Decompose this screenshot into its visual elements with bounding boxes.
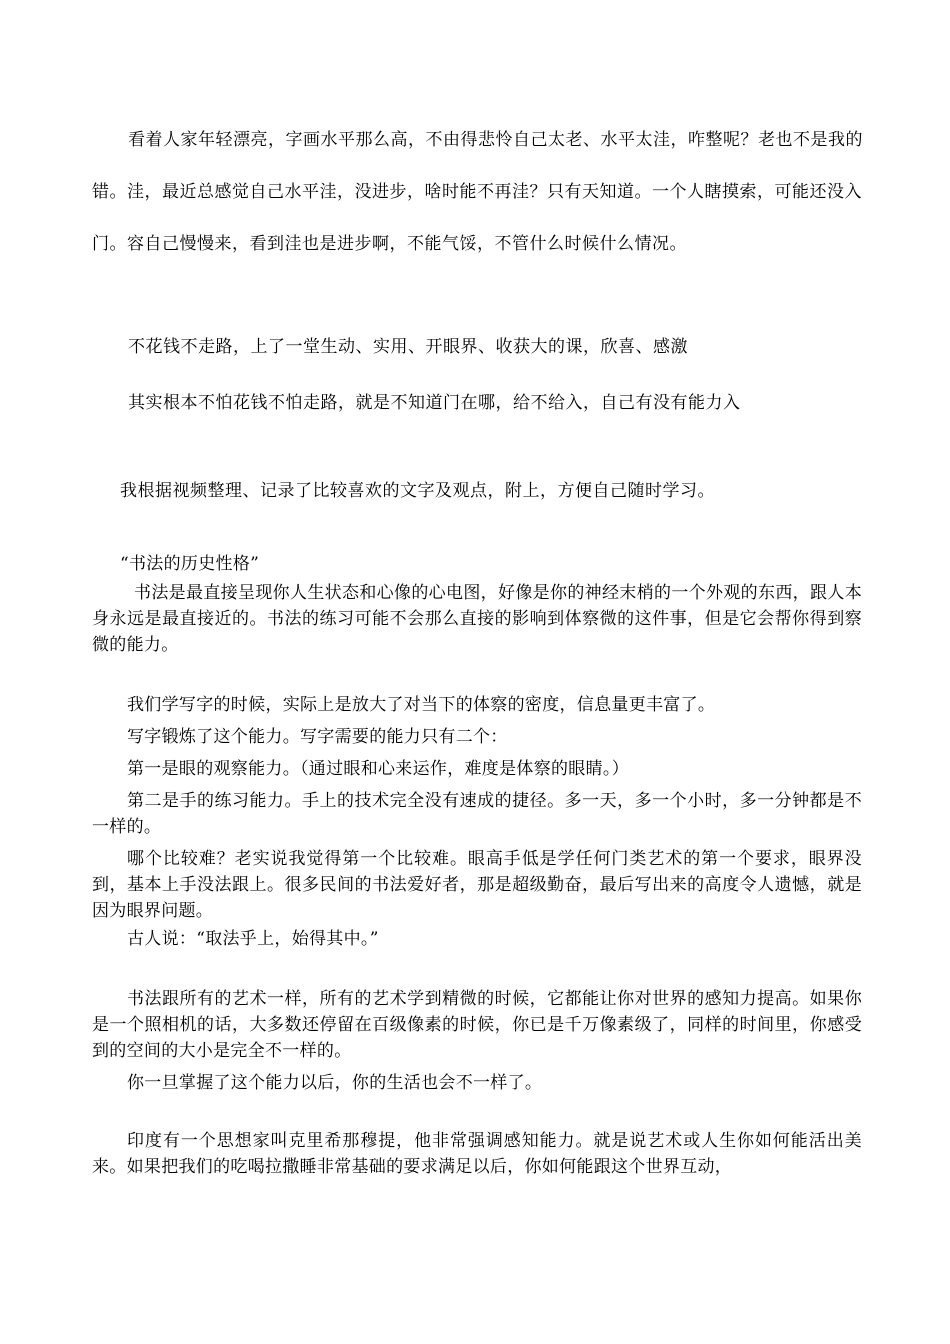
notes-paragraph-7: 古人说：“取法乎上，始得其中。” bbox=[127, 929, 379, 949]
notes-paragraph-6: 哪个比较难？老实说我觉得第一个比较难。眼高手低是学任何门类艺术的第一个要求，眼界没到，基本上手没法跟上。很多民间的书法爱好者，那是超级勤奋，最后写出来的高度令人遗憾，就是因为眼界问题。 bbox=[92, 849, 862, 921]
notes-paragraph-1: 书法是最直接呈现你人生状态和心像的心电图，好像是你的神经末梢的一个外观的东西，跟人本身永远是最直接近的。书法的练习可能不会那么直接的影响到体察微的这件事，但是它会帮你得到察微的能力。 bbox=[92, 583, 862, 655]
intro-line-entry: 其实根本不怕花钱不怕走路，就是不知道门在哪，给不给入，自己有没有能力入 bbox=[128, 393, 741, 413]
notes-paragraph-9: 你一旦掌握了这个能力以后，你的生活也会不一样了。 bbox=[127, 1073, 543, 1093]
section-heading: “书法的历史性格” bbox=[120, 554, 260, 574]
intro-paragraph: 看着人家年轻漂亮，字画水平那么高，不由得悲怜自己太老、水平太洼，咋整呢？老也不是我的错。洼，最近总感觉自己水平洼，没进步，啥时能不再洼？只有天知道。一个人瞎摸索，可能还没入门。容自己慢慢来，看到洼也是进步啊，不能气馁，不管什么时候什么情况。 bbox=[92, 130, 863, 254]
notes-paragraph-5: 第二是手的练习能力。手上的技术完全没有速成的捷径。多一天，多一个小时，多一分钟都是不一样的。 bbox=[92, 791, 862, 837]
intro-line-notes: 我根据视频整理、记录了比较喜欢的文字及观点，附上，方便自己随时学习。 bbox=[120, 481, 715, 501]
notes-paragraph-2: 我们学写字的时候，实际上是放大了对当下的体察的密度，信息量更丰富了。 bbox=[127, 695, 716, 715]
notes-paragraph-8: 书法跟所有的艺术一样，所有的艺术学到精微的时候，它都能让你对世界的感知力提高。如果你是一个照相机的话，大多数还停留在百级像素的时候，你已是千万像素级了，同样的时间里，你感受到的空间的大小是完全不一样的。 bbox=[92, 989, 862, 1061]
notes-paragraph-4: 第一是眼的观察能力。（通过眼和心来运作，难度是体察的眼睛。） bbox=[127, 759, 629, 779]
notes-paragraph-3: 写字锻炼了这个能力。写字需要的能力只有二个： bbox=[127, 727, 508, 747]
notes-paragraph-10: 印度有一个思想家叫克里希那穆提，他非常强调感知能力。就是说艺术或人生你如何能活出美来。如果把我们的吃喝拉撒睡非常基础的要求满足以后，你如何能跟这个世界互动， bbox=[92, 1131, 862, 1177]
intro-line-course: 不花钱不走路，上了一堂生动、实用、开眼界、收获大的课，欣喜、感激 bbox=[128, 337, 688, 357]
